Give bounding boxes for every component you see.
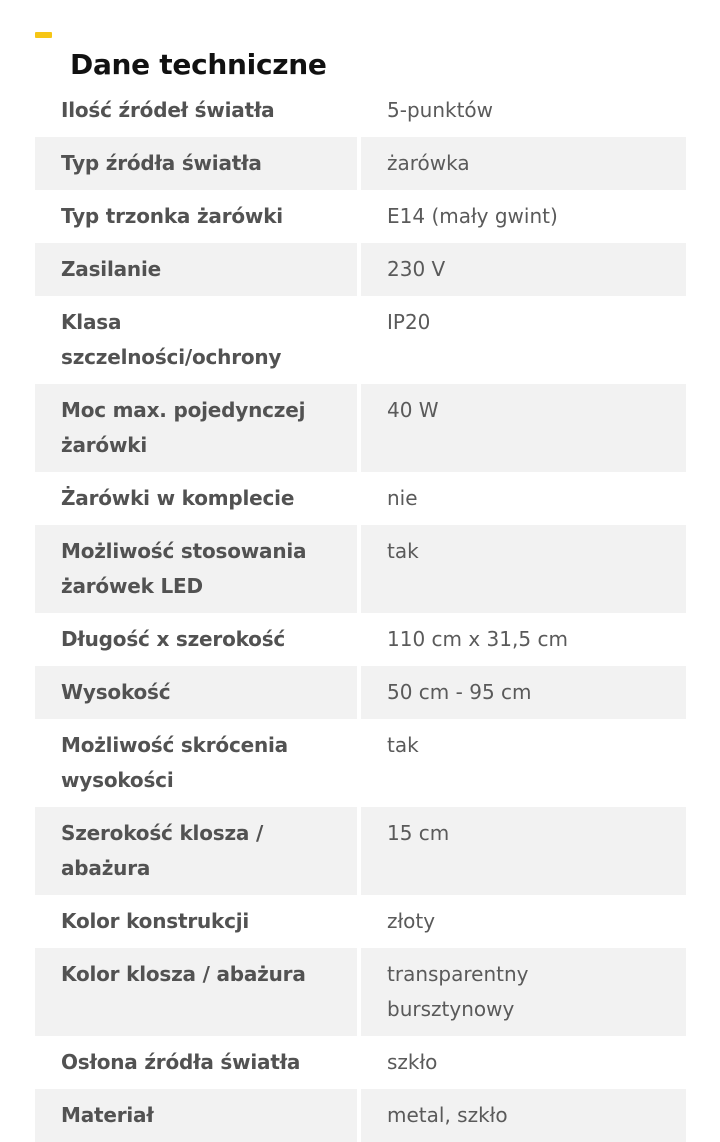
spec-label: Wysokość bbox=[35, 666, 357, 719]
spec-row bbox=[35, 948, 686, 1036]
spec-value: szkło bbox=[387, 1050, 438, 1074]
spec-label: Osłona źródła światła bbox=[61, 1050, 301, 1074]
spec-value: żarówka bbox=[361, 137, 686, 190]
spec-label: Długość x szerokość bbox=[61, 627, 286, 651]
section-accent-bar bbox=[35, 32, 52, 38]
spec-row bbox=[35, 613, 686, 666]
spec-row bbox=[35, 190, 686, 243]
spec-label: Możliwość skrócenia wysokości bbox=[61, 733, 288, 792]
spec-value: 230 V bbox=[361, 243, 686, 296]
spec-row bbox=[35, 895, 686, 948]
spec-value: tak bbox=[387, 733, 419, 757]
spec-label: Typ trzonka żarówki bbox=[61, 204, 283, 228]
spec-row bbox=[35, 243, 686, 296]
spec-label: Szerokość klosza / abażura bbox=[35, 807, 357, 895]
spec-label: Zasilanie bbox=[35, 243, 357, 296]
spec-value: IP20 bbox=[387, 310, 431, 334]
spec-value: 50 cm - 95 cm bbox=[361, 666, 686, 719]
spec-value: nie bbox=[387, 486, 418, 510]
spec-row bbox=[35, 807, 686, 895]
spec-row bbox=[35, 84, 686, 137]
spec-value: transparentny bursztynowy bbox=[361, 948, 686, 1036]
spec-label: Typ źródła światła bbox=[35, 137, 357, 190]
spec-row bbox=[35, 1089, 686, 1142]
spec-row bbox=[35, 1036, 686, 1089]
spec-label: Kolor klosza / abażura bbox=[35, 948, 357, 1036]
spec-value: E14 (mały gwint) bbox=[387, 204, 558, 228]
spec-label: Materiał bbox=[35, 1089, 357, 1142]
spec-label: Moc max. pojedynczej żarówki bbox=[35, 384, 357, 472]
spec-label: Ilość źródeł światła bbox=[61, 98, 275, 122]
spec-row bbox=[35, 296, 686, 384]
spec-value: 40 W bbox=[361, 384, 686, 472]
section-title: Dane techniczne bbox=[70, 48, 327, 82]
spec-value: 15 cm bbox=[361, 807, 686, 895]
spec-row bbox=[35, 666, 686, 719]
spec-value: złoty bbox=[387, 909, 436, 933]
spec-label: Możliwość stosowania żarówek LED bbox=[35, 525, 357, 613]
spec-label: Kolor konstrukcji bbox=[61, 909, 250, 933]
spec-value: tak bbox=[361, 525, 686, 613]
spec-label: Żarówki w komplecie bbox=[61, 486, 295, 510]
spec-row bbox=[35, 472, 686, 525]
spec-value: 110 cm x 31,5 cm bbox=[387, 627, 568, 651]
spec-row bbox=[35, 719, 686, 807]
spec-label: Klasa szczelności/ochrony bbox=[61, 310, 282, 369]
spec-value: 5-punktów bbox=[387, 98, 494, 122]
spec-row bbox=[35, 525, 686, 613]
spec-row bbox=[35, 384, 686, 472]
spec-table bbox=[35, 84, 686, 1142]
spec-value: metal, szkło bbox=[361, 1089, 686, 1142]
spec-row bbox=[35, 137, 686, 190]
